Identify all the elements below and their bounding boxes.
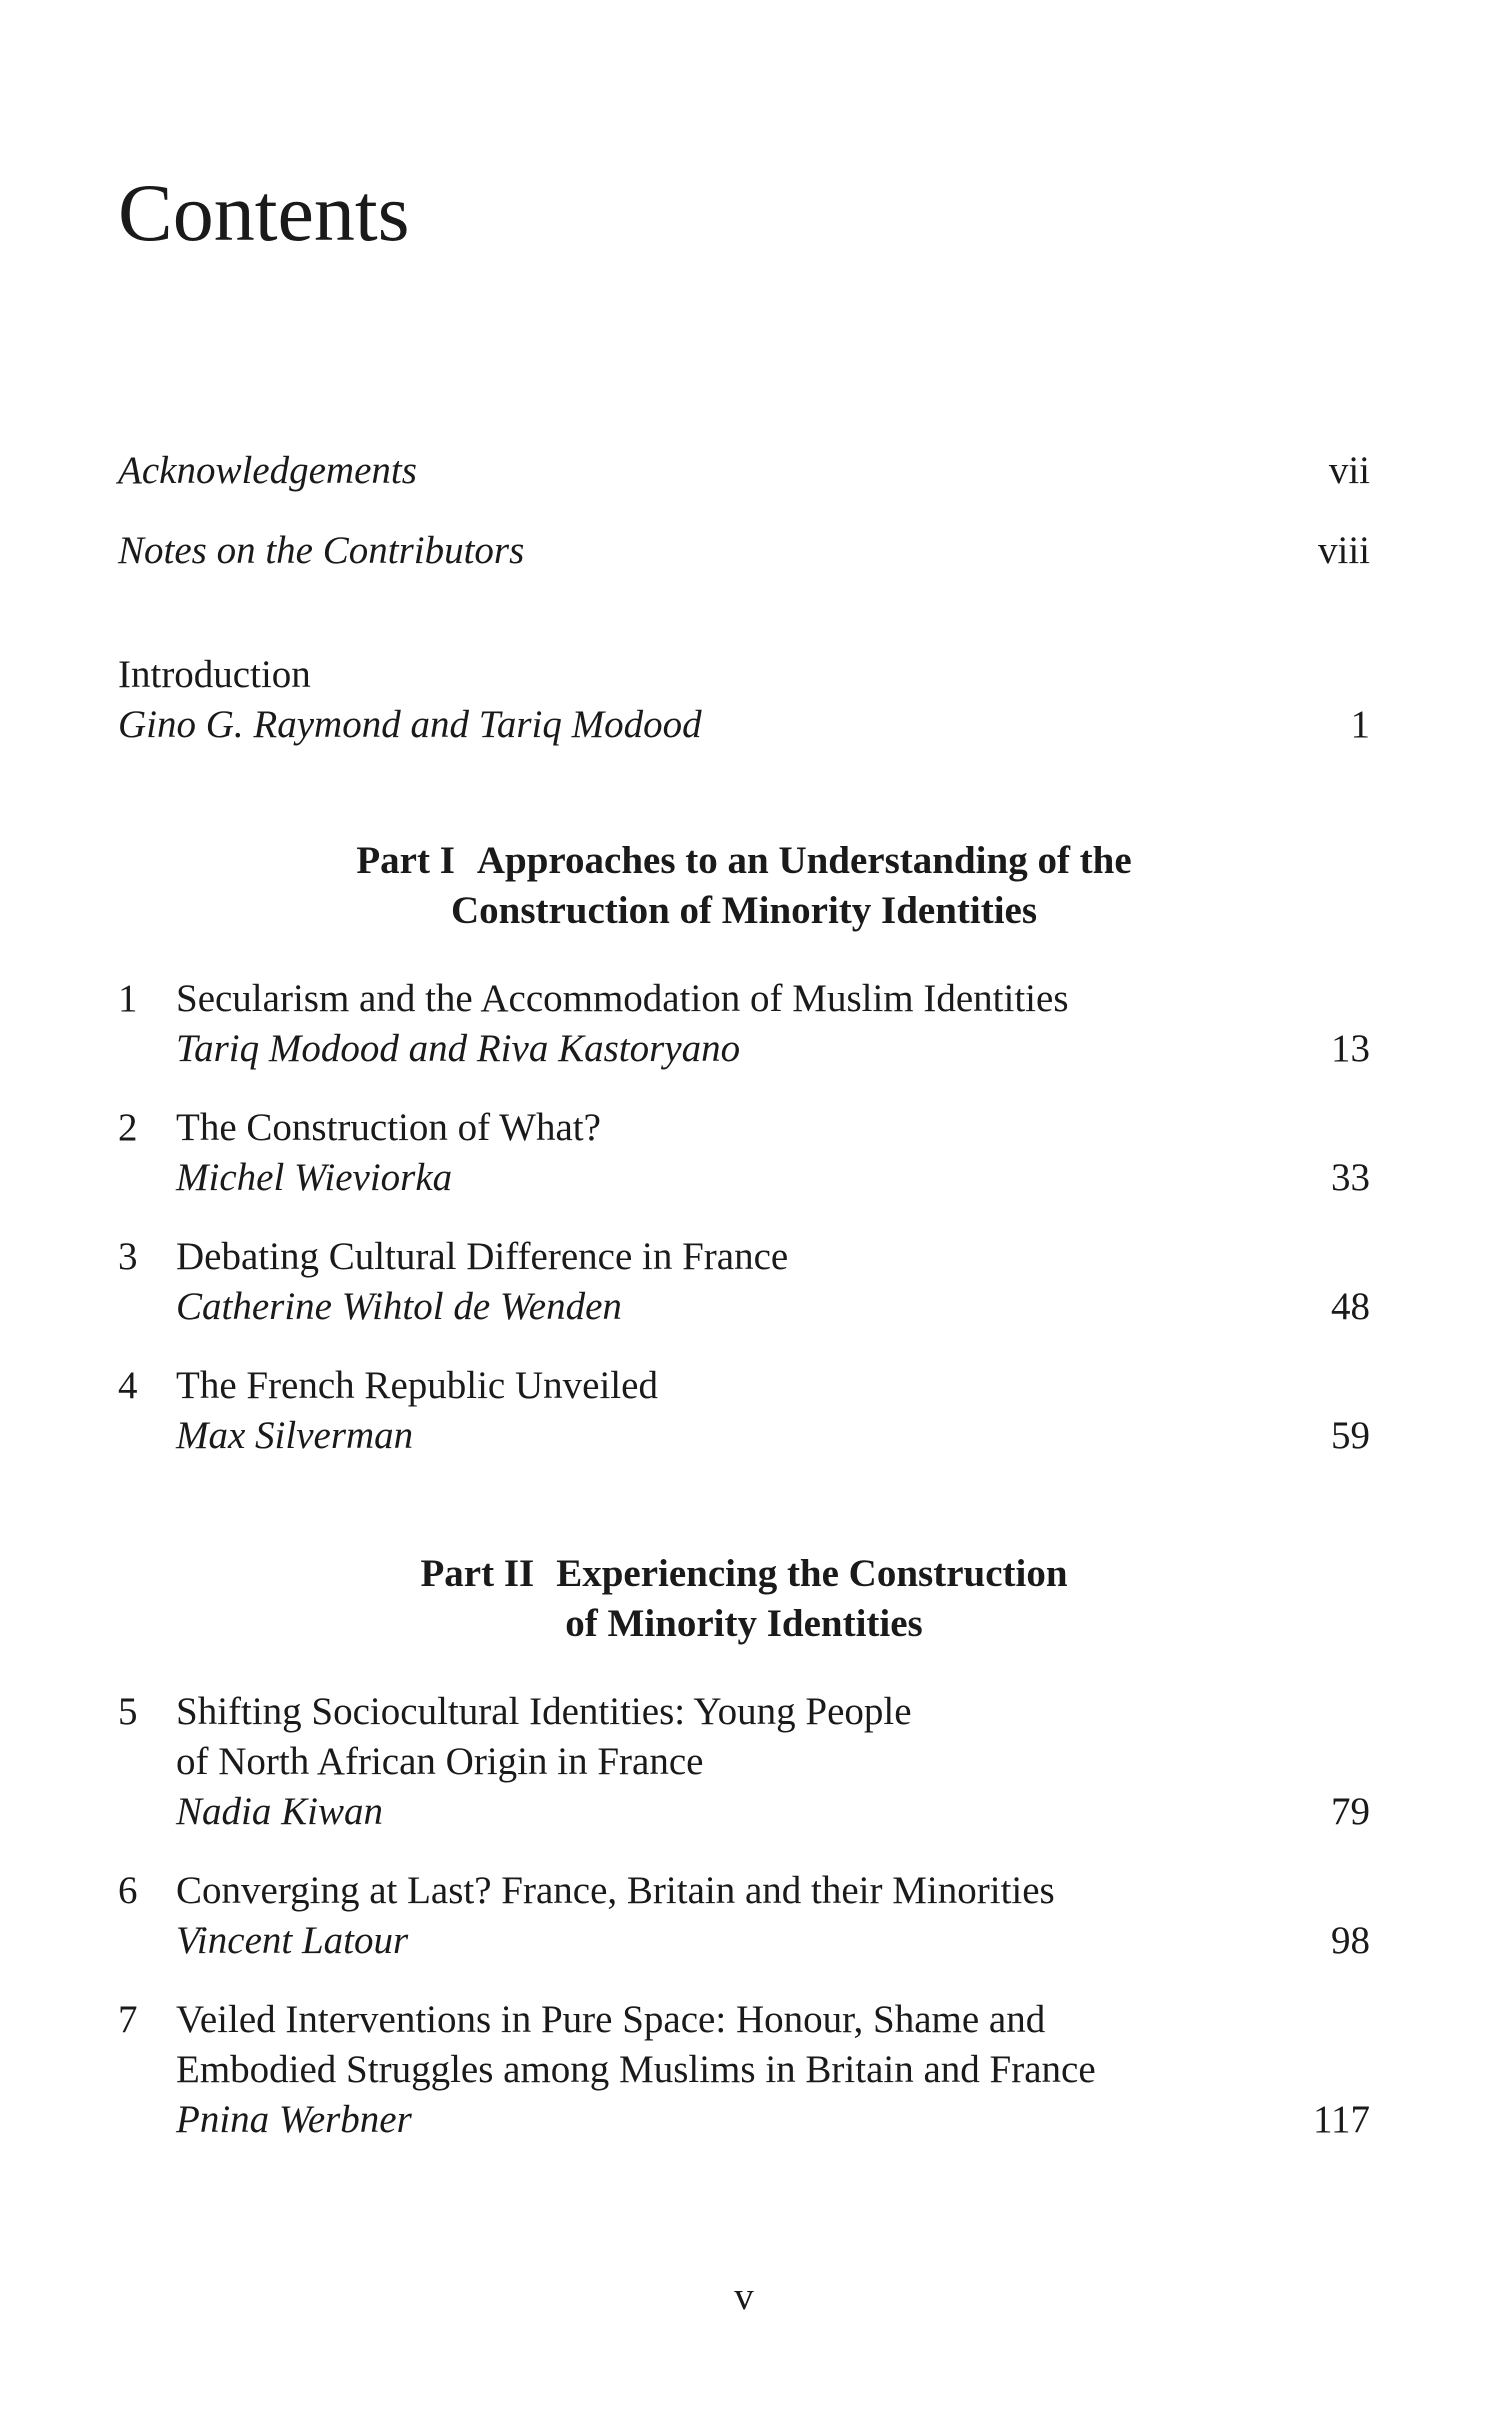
toc-entry-chapter[interactable] — [118, 974, 1370, 1024]
toc-entry-chapter-authors — [118, 2095, 1370, 2145]
page-number: 48 — [1331, 1285, 1370, 1328]
toc-entry-chapter-title-cont — [118, 1737, 1370, 1787]
page-title: Contents — [118, 167, 410, 258]
part-title-line: Approaches to an Understanding of the — [476, 839, 1132, 882]
chapter-title: of North African Origin in France — [176, 1740, 704, 1783]
chapter-authors: Catherine Wihtol de Wenden — [176, 1285, 622, 1328]
chapter-number: 2 — [118, 1106, 138, 1149]
chapter-title: Debating Cultural Difference in France — [176, 1235, 789, 1278]
chapter-authors: Nadia Kiwan — [176, 1790, 383, 1833]
chapter-title: Secularism and the Accommodation of Muslim Identities — [176, 977, 1069, 1020]
page-number: 117 — [1312, 2098, 1370, 2141]
chapter-number: 5 — [118, 1690, 138, 1733]
page-number: 13 — [1331, 1027, 1370, 1070]
toc-entry-chapter-authors — [118, 1411, 1370, 1461]
chapter-authors: Vincent Latour — [176, 1919, 409, 1962]
chapter-title: Embodied Struggles among Muslims in Britain and France — [176, 2048, 1096, 2091]
chapter-authors: Michel Wieviorka — [176, 1156, 453, 1199]
part-label: Part I — [356, 839, 455, 882]
toc-entry-chapter-authors — [118, 1153, 1370, 1203]
page-number: vii — [1328, 449, 1370, 492]
chapter-title: Veiled Interventions in Pure Space: Honour, Shame and — [176, 1998, 1046, 2041]
page-number: 59 — [1331, 1414, 1370, 1457]
toc-entry-contributors[interactable] — [118, 526, 1370, 576]
toc-entry-chapter[interactable] — [118, 1103, 1370, 1153]
chapter-title: Converging at Last? France, Britain and their Minorities — [176, 1869, 1055, 1912]
entry-authors: Gino G. Raymond and Tariq Modood — [118, 703, 702, 746]
chapter-title: The Construction of What? — [176, 1106, 601, 1149]
part-label: Part II — [420, 1552, 535, 1595]
toc-entry-introduction[interactable] — [118, 650, 1370, 700]
toc-entry-chapter-authors — [118, 1024, 1370, 1074]
toc-entry-chapter-title-cont — [118, 2045, 1370, 2095]
chapter-number: 4 — [118, 1364, 138, 1407]
part-title-line: Construction of Minority Identities — [450, 889, 1038, 932]
toc-entry-chapter[interactable] — [118, 1995, 1370, 2045]
toc-entry-chapter-authors — [118, 1282, 1370, 1332]
page-number: viii — [1317, 529, 1370, 572]
part-heading — [118, 1549, 1370, 1599]
toc-entry-chapter[interactable] — [118, 1687, 1370, 1737]
page-number: 33 — [1331, 1156, 1370, 1199]
chapter-title: Shifting Sociocultural Identities: Young People — [176, 1690, 912, 1733]
toc-entry-chapter-authors — [118, 1787, 1370, 1837]
entry-title: Introduction — [118, 653, 311, 696]
page-folio: v — [734, 2275, 754, 2318]
toc-entry-chapter[interactable] — [118, 1361, 1370, 1411]
chapter-number: 1 — [118, 977, 138, 1020]
chapter-title: The French Republic Unveiled — [176, 1364, 658, 1407]
chapter-authors: Pnina Werbner — [176, 2098, 412, 2141]
page-number: 79 — [1331, 1790, 1370, 1833]
toc-entry-chapter-authors — [118, 1916, 1370, 1966]
toc-entry-chapter[interactable] — [118, 1866, 1370, 1916]
part-heading — [118, 836, 1370, 886]
part-heading-line2 — [118, 1599, 1370, 1649]
part-title-line: of Minority Identities — [565, 1602, 923, 1645]
chapter-authors: Tariq Modood and Riva Kastoryano — [176, 1027, 741, 1070]
part-title-line: Experiencing the Construction — [556, 1552, 1068, 1595]
page-number: 98 — [1331, 1919, 1370, 1962]
entry-title: Acknowledgements — [118, 449, 417, 492]
chapter-number: 6 — [118, 1869, 138, 1912]
chapter-number: 7 — [118, 1998, 138, 2041]
entry-title: Notes on the Contributors — [118, 529, 525, 572]
toc-entry-chapter[interactable] — [118, 1232, 1370, 1282]
part-heading-line2 — [118, 886, 1370, 936]
toc-entry-acknowledgements[interactable] — [118, 446, 1370, 496]
page-number: 1 — [1350, 703, 1370, 746]
toc-entry-introduction-authors — [118, 700, 1370, 750]
chapter-number: 3 — [118, 1235, 138, 1278]
chapter-authors: Max Silverman — [176, 1414, 414, 1457]
